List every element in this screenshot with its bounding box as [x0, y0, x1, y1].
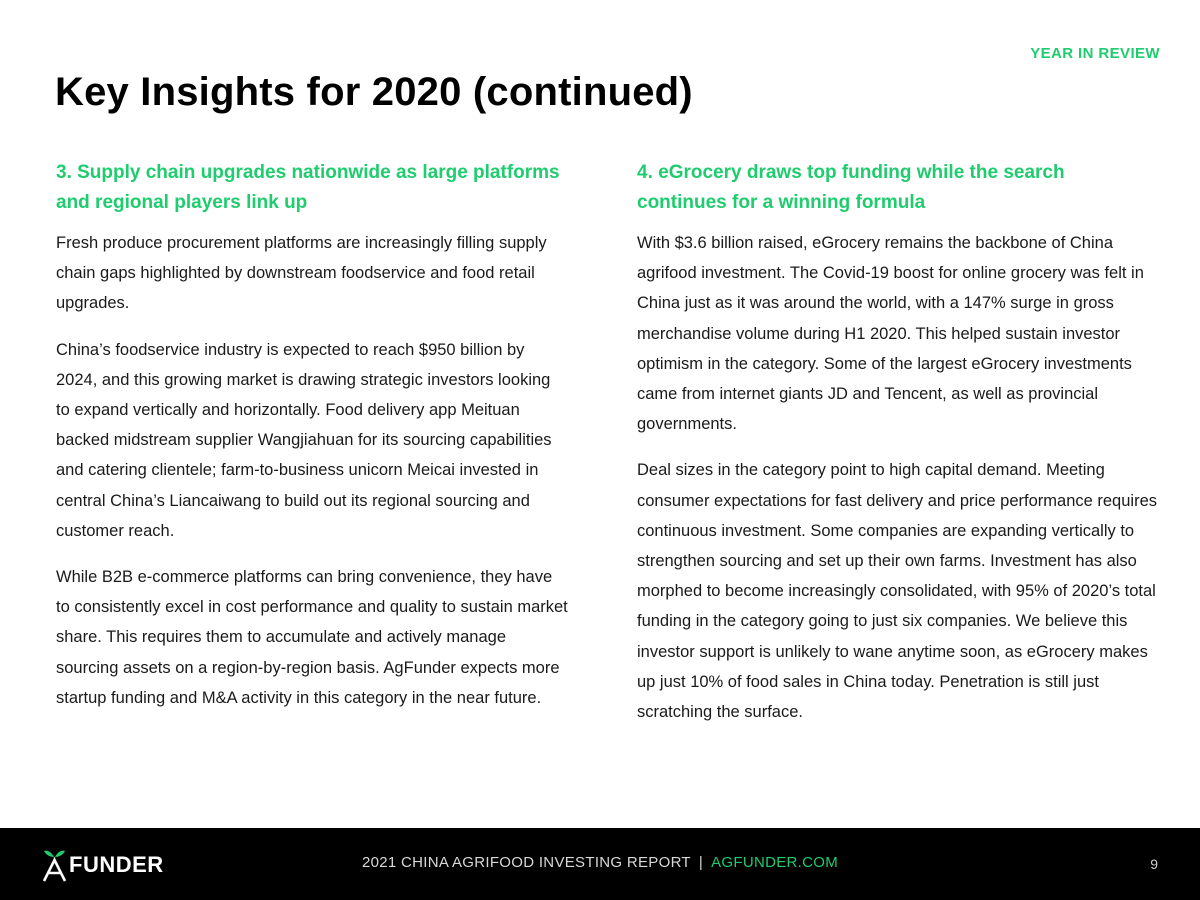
section-tag: YEAR IN REVIEW [1030, 45, 1160, 62]
insight-column-4 [637, 158, 1157, 743]
insight-4-paragraph-2: Deal sizes in the category point to high capital demand. Meeting consumer expectations for fast delivery and price performance requires continuous investment. Some companies are expanding vertically to strengthen sourcing and set up their own farms. Investment has also morphed to become increasingly consolidated, with 95% of 2020’s total funding in the category going to just six companies. We believe this investor support is unlikely to wane anytime soon, as eGrocery makes up just 10% of food sales in China today. Penetration is still just scratching the surface. [637, 461, 1157, 722]
insight-4-paragraph-1: With $3.6 billion raised, eGrocery remains the backbone of China agrifood investment. The Covid-19 boost for online grocery was felt in China just as it was around the world, with a 147% surge in gross merchandise volume during H1 2020. This helped sustain investor optimism in the category. Some of the largest eGrocery investments came from internet giants JD and Tencent, as well as provincial governments. [637, 234, 1144, 434]
insight-heading-3: 3. Supply chain upgrades nationwide as large platforms and regional players link up [56, 162, 560, 213]
insight-column-3 [56, 158, 568, 729]
insight-3-paragraph-3: While B2B e-commerce platforms can bring convenience, they have to consistently excel in cost performance and quality to sustain market share. This requires them to accumulate and actively manage sourcing assets on a region-by-region basis. AgFunder expects more startup funding and M&A activity in this category in the near future. [56, 568, 568, 707]
insight-3-paragraph-2: China’s foodservice industry is expected to reach $950 billion by 2024, and this growing market is drawing strategic investors looking to expand vertically and horizontally. Food delivery app Meituan backed midstream supplier Wangjiahuan for its sourcing capabilities and catering clientele; farm-to-business unicorn Meicai invested in central China’s Liancaiwang to build out its regional sourcing and customer reach. [56, 340, 552, 540]
footer-report-line [0, 854, 1200, 871]
page-title: Key Insights for 2020 (continued) [55, 70, 693, 114]
footer-separator: | [698, 854, 704, 871]
insight-3-paragraph-1: Fresh produce procurement platforms are increasingly filling supply chain gaps highlighted by downstream foodservice and food retail upgrades. [56, 234, 547, 313]
footer-bar [0, 828, 1200, 900]
report-title: 2021 CHINA AGRIFOOD INVESTING REPORT [361, 854, 691, 871]
website-link[interactable]: AGFUNDER.COM [711, 854, 839, 871]
insight-heading-4: 4. eGrocery draws top funding while the search continues for a winning formula [637, 162, 1065, 213]
logo-text: FUNDER [69, 852, 164, 877]
page-number: 9 [1150, 856, 1158, 872]
